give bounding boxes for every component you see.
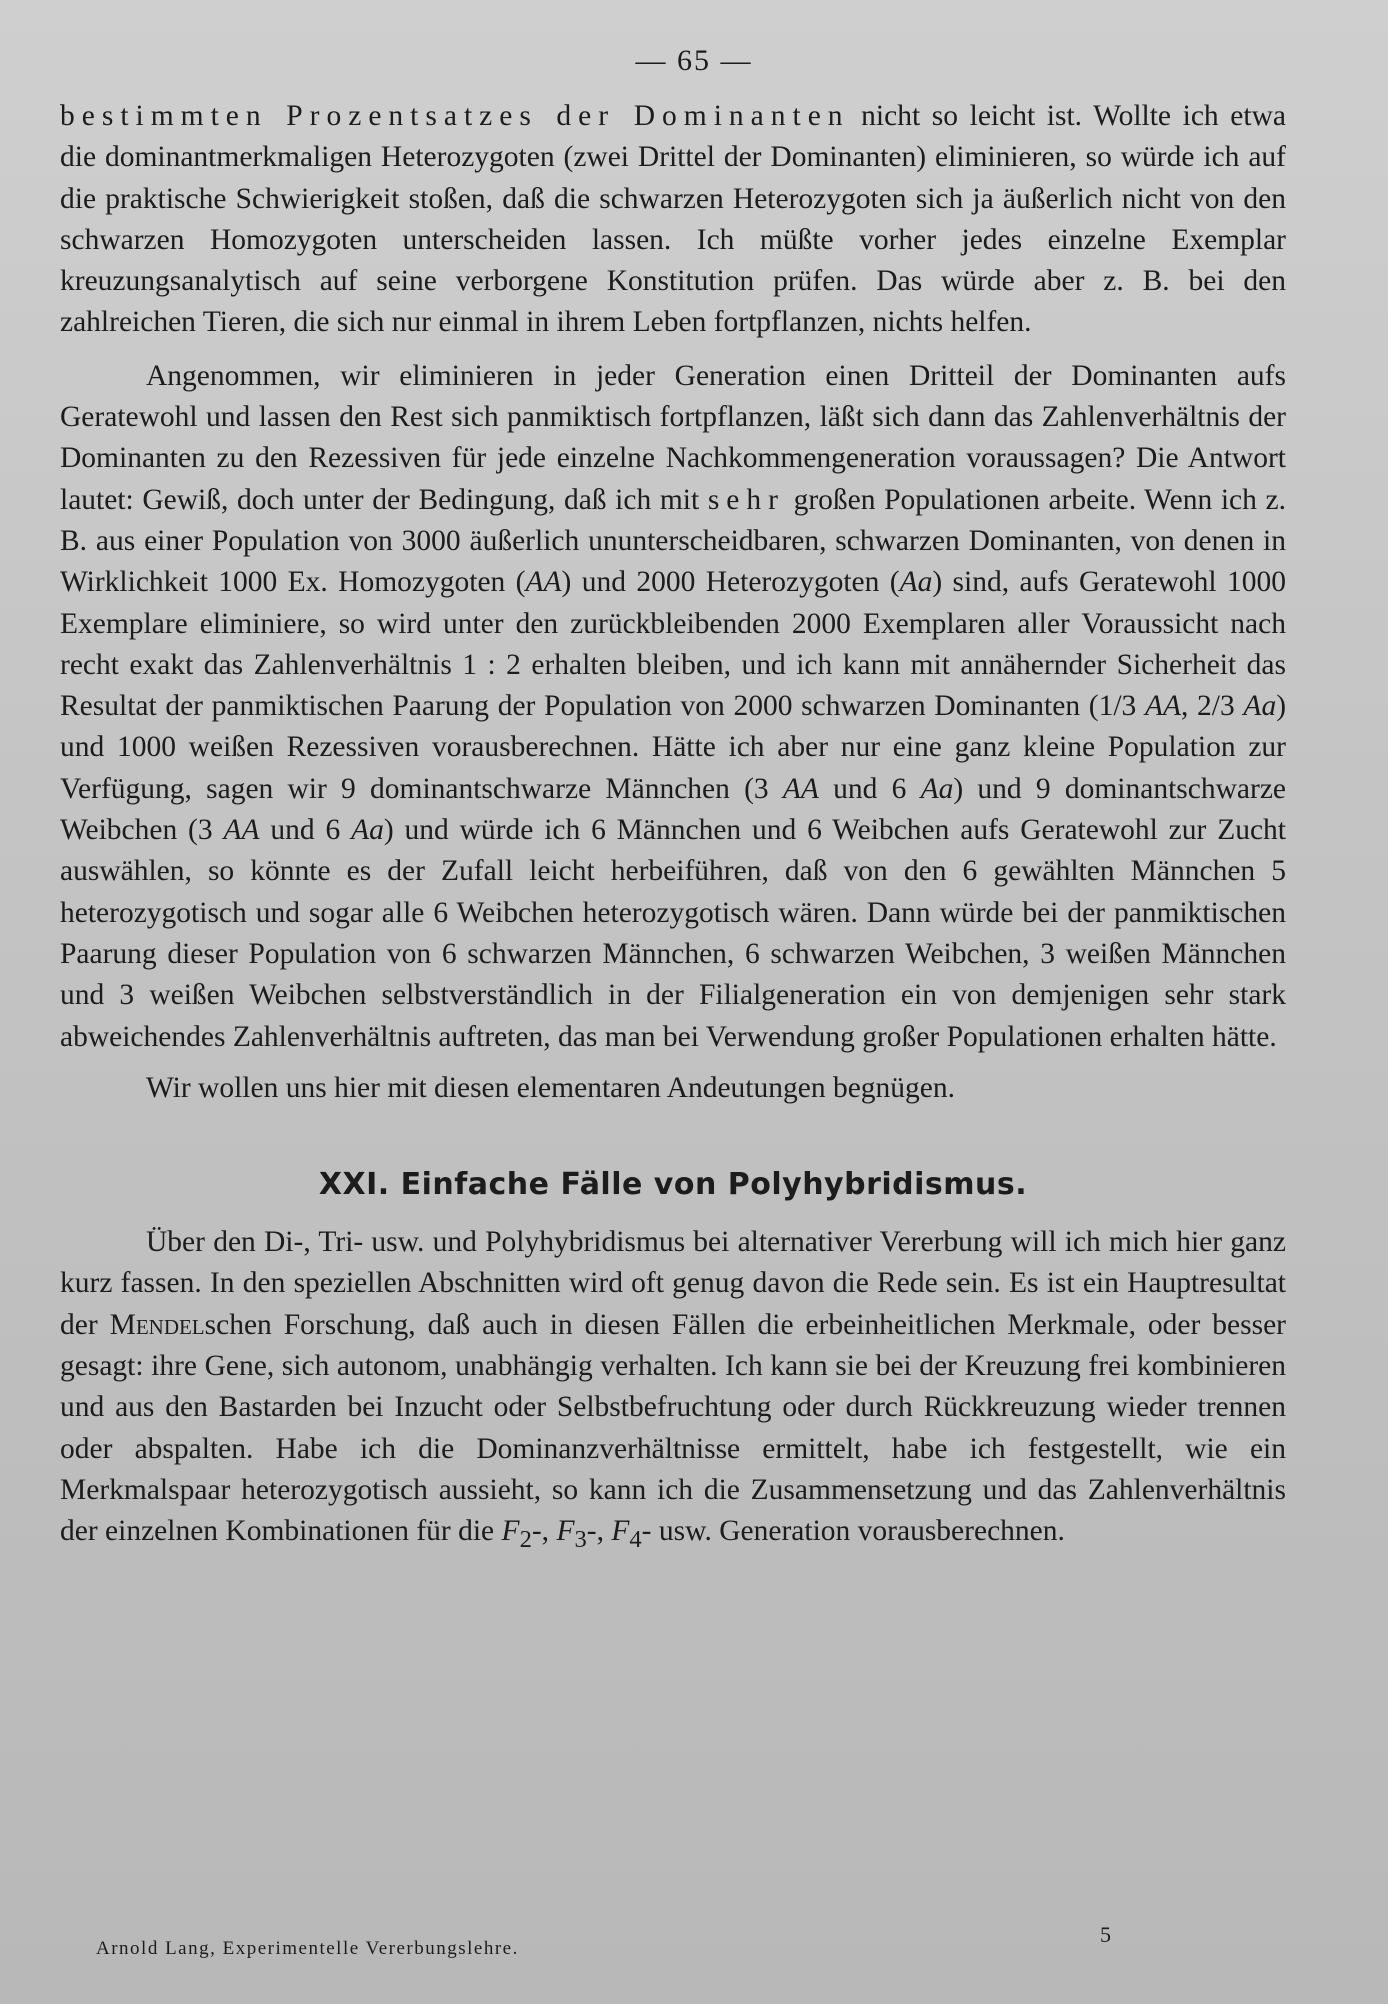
text-run: und 6 xyxy=(818,772,921,805)
genotype-italic: Aa xyxy=(1243,690,1277,723)
footer-author: Arnold Lang, Experimentelle Vererbungslehre. xyxy=(96,1938,519,1959)
generation-subscript: 4 xyxy=(629,1526,642,1554)
paragraph-closing: Wir wollen uns hier mit diesen elementaren Andeutungen begnügen. xyxy=(146,1071,956,1104)
text-run: ) und würde ich 6 Männchen und 6 Weibchen aufs Geratewohl zur Zucht auswählen, so könnte es der Zufall leicht herbeiführen, daß von den 6 gewählten Männchen 5 heterozygotisch und sogar alle 6 Weibchen heterozygotisch wären. Dann würde bei der panmiktischen Paarung dieser Population von 6 schwarzen Männchen, 6 schwarzen Weibchen, 3 weißen Männchen und 3 weißen Weibchen selbstverständlich in der Filialgeneration ein von demjenigen sehr stark abweichendes Zahlenverhältnis auftreten, das man bei Verwendung großer Populationen erhalten hätte. xyxy=(60,814,1287,1053)
spaced-emphasis: bestimmten Prozentsatzes der Dominanten xyxy=(60,100,850,132)
fraction: 1/3 xyxy=(1098,690,1137,723)
generation-symbol: F xyxy=(556,1515,575,1548)
genotype-italic: Aa xyxy=(920,772,954,805)
text-run: , xyxy=(1181,690,1198,723)
spaced-emphasis: sehr xyxy=(707,483,785,516)
text-run: schen Forschung, daß auch in diesen Fällen die erbeinheitlichen Merkmale, oder besser gesagt: ihre Gene, sich autonom, unabhängig verhalten. Ich kann sie bei der Kreuzung frei kombinieren und aus den Bastarden bei Inzucht oder Selbstbefruchtung oder durch Rückkreuzung wieder trennen oder abspalten. Habe ich die Dominanzverhältnisse ermittelt, habe ich festgestellt, wie ein Merkmalspaar heterozygotisch aussieht, so kann ich die Zusammensetzung und das Zahlenverhältnis der einzelnen Kombinationen für die xyxy=(60,1308,1286,1548)
section-heading: XXI. Einfache Fälle von Polyhybridismus. xyxy=(318,1167,1028,1203)
text-run: und 6 xyxy=(259,814,352,847)
text-run: großen Populationen arbeite. Wenn ich z. B. aus einer Population von 3000 äußerlich ununterscheidbaren, schwarzen Dominanten, von denen in Wirklichkeit 1000 Ex. Homozygoten ( xyxy=(60,483,1286,599)
genotype-italic: AA xyxy=(223,814,260,847)
text-run: Über den Di-, Tri- usw. und Polyhybridismus bei alternativer Vererbung will ich mich hier ganz kurz fassen. In den speziellen Abschnitten wird oft genug davon die Rede sein. Es ist ein Hauptresultat der xyxy=(60,1226,1286,1341)
text-run: Angenommen, wir eliminieren in jeder Generation einen Dritteil der Dominanten aufs Geratewohl und lassen den Rest sich panmiktisch fortpflanzen, läßt sich dann das Zahlenverhältnis der Dominanten zu den Rezessiven für jede einzelne Nachkommengeneration voraussagen? Die Antwort lautet: Gewiß, doch unter der Bedingung, daß ich mit xyxy=(60,359,1286,516)
page-body xyxy=(60,96,1286,1560)
genotype-italic: Aa xyxy=(351,814,384,847)
signature-mark: 5 xyxy=(1100,1922,1111,1947)
text-run: -, xyxy=(531,1515,557,1548)
fraction: 2/3 xyxy=(1197,690,1235,723)
genotype-italic: Aa xyxy=(899,566,933,599)
text-run: ) und 9 dominantschwarze Weibchen (3 xyxy=(60,772,1287,847)
generation-subscript: 2 xyxy=(519,1526,532,1554)
text-run: ) und 1000 weißen Rezessiven vorausberechnen. Hätte ich aber nur eine ganz kleine Population zur Verfügung, sagen wir 9 dominantschwarze Männchen (3 xyxy=(60,690,1287,805)
generation-symbol: F xyxy=(611,1515,630,1548)
paragraph-polyhybridism xyxy=(60,1222,1286,1560)
genotype-italic: AA xyxy=(525,566,562,599)
text-run: ) sind, aufs Geratewohl 1000 Exemplare eliminiere, so wird unter den zurückbleibenden 2000 Exemplaren aller Voraussicht nach recht exakt das Zahlenverhältnis 1 : 2 erhalten bleiben, und ich kann mit annähernder Sicherheit das Resultat der panmiktischen Paarung der Population von 2000 schwarzen Dominanten ( xyxy=(60,566,1286,723)
genotype-italic: AA xyxy=(1144,690,1181,723)
text-run: -, xyxy=(586,1515,612,1548)
paragraph-population-example xyxy=(60,356,1286,1058)
paragraph-continuation xyxy=(60,96,1286,344)
generation-subscript: 3 xyxy=(574,1526,587,1554)
text-run: - usw. Generation vorausberechnen. xyxy=(641,1515,1065,1548)
text-run: ) und 2000 Heterozygoten ( xyxy=(561,566,900,599)
generation-symbol: F xyxy=(501,1515,520,1548)
genotype-italic: AA xyxy=(782,772,819,805)
paragraph-text: nicht so leicht ist. Wollte ich etwa die dominantmerkmaligen Heterozygoten (zwei Drittel der Dominanten) eliminieren, so würde ich auf die praktische Schwierigkeit stoßen, daß die schwarzen Heterozygoten sich ja äußerlich nicht von den schwarzen Homozygoten unterscheiden lassen. Ich müßte vorher jedes einzelne Exemplar kreuzungsanalytisch auf seine verborgene Konstitution prüfen. Das würde aber z. B. bei den zahlreichen Tieren, die sich nur einmal in ihrem Leben fortpflanzen, nichts helfen. xyxy=(60,100,1286,339)
page-number: — 65 — xyxy=(635,44,753,77)
author-name-smallcaps: Mendel xyxy=(109,1308,205,1341)
